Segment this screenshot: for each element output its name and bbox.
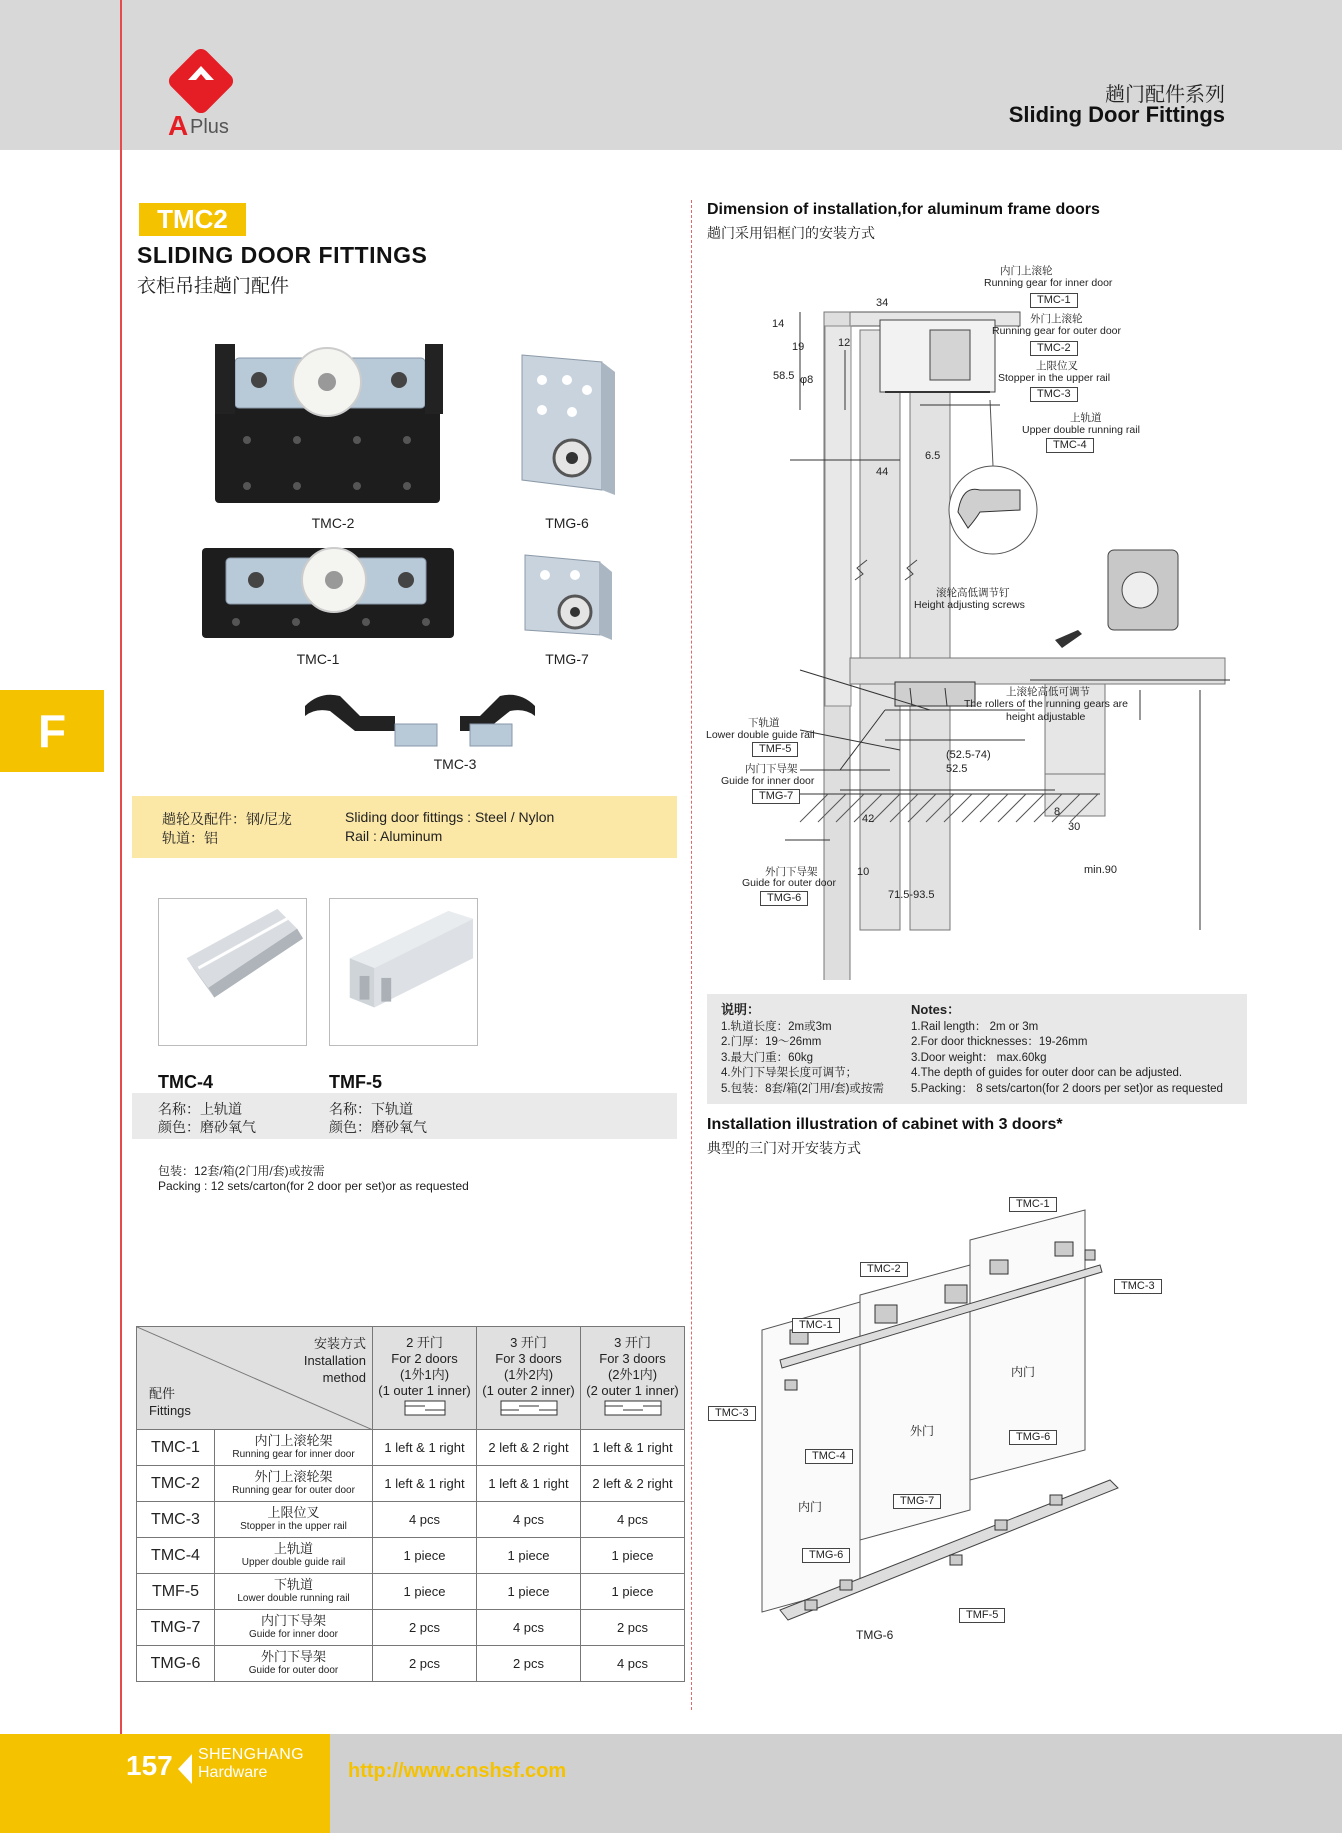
door-layout-icon	[603, 1399, 663, 1417]
dim-value: 58.5	[773, 370, 795, 382]
cabinet-label: TMG-6	[1009, 1430, 1057, 1445]
label-code: TMC-2	[1030, 341, 1078, 356]
dim-value: φ8	[800, 374, 814, 386]
row-desc	[215, 1430, 373, 1466]
brand-name: SHENGHANG	[198, 1746, 304, 1763]
rail-name: TMF-5	[329, 1072, 382, 1092]
row-value: 2 left & 2 right	[477, 1430, 581, 1466]
photo-tmg-6	[517, 350, 617, 500]
dim-value: 71.5-93.5	[888, 889, 935, 901]
cabinet-label: TMC-3	[1114, 1279, 1162, 1294]
label-en: Guide for outer door	[742, 877, 836, 889]
dimension-subtitle: 趟门采用铝框门的安装方式	[707, 225, 875, 241]
table-row	[137, 1538, 685, 1574]
column-sub-cn: (2外1内)	[607, 1367, 658, 1382]
row-value: 4 pcs	[477, 1502, 581, 1538]
row-en: Guide for inner door	[249, 1628, 338, 1640]
label-code: TMC-1	[1030, 293, 1078, 308]
photo-tmc-1	[196, 540, 461, 645]
corner-top-cn: 安装方式	[313, 1336, 366, 1351]
row-code: TMC-4	[137, 1538, 215, 1574]
row-value: 1 piece	[477, 1538, 581, 1574]
dim-value: min.90	[1084, 864, 1118, 876]
product-code-badge: TMC2	[139, 203, 246, 236]
section-tab: F	[0, 690, 104, 772]
row-code: TMF-5	[137, 1574, 215, 1610]
row-desc	[215, 1646, 373, 1682]
brand-sub: Hardware	[198, 1764, 268, 1781]
packing-cn: 包装：12套/箱(2门用/套)或按需	[158, 1164, 325, 1178]
category-en: Sliding Door Fittings	[1008, 102, 1225, 127]
label-cn: 内门上滚轮	[1000, 265, 1053, 277]
notes-box	[707, 994, 1247, 1104]
label-en: Upper double running rail	[1022, 424, 1140, 436]
cabinet-label: TMC-3	[708, 1406, 756, 1421]
column-cn: 3 开门	[510, 1335, 547, 1350]
row-code: TMG-6	[137, 1646, 215, 1682]
row-en: Running gear for inner door	[232, 1448, 355, 1460]
row-cn: 上轨道	[273, 1540, 313, 1556]
row-value: 1 piece	[581, 1538, 685, 1574]
row-code: TMC-1	[137, 1430, 215, 1466]
row-value: 1 left & 1 right	[373, 1466, 477, 1502]
label-cn: 上轨道	[1070, 412, 1102, 424]
corner-top-en: Installation	[303, 1353, 366, 1368]
dim-value: 19	[792, 341, 805, 353]
note-line: 2.For door thicknesses：19-26mm	[911, 1036, 1088, 1048]
corner-bottom-cn: 配件	[149, 1386, 176, 1401]
row-cn: 上限位叉	[267, 1504, 320, 1520]
table-row	[137, 1574, 685, 1610]
label-cn: 内门下导架	[745, 763, 798, 775]
table-row	[137, 1502, 685, 1538]
dim-value: 44	[876, 466, 889, 478]
note-line: 3.最大门重：60kg	[721, 1051, 814, 1064]
cabinet-subtitle: 典型的三门对开安装方式	[707, 1140, 861, 1156]
note-line: 4.外门下导架长度可调节；	[721, 1067, 858, 1079]
cabinet-label: TMC-4	[805, 1449, 853, 1464]
row-value: 1 left & 1 right	[477, 1466, 581, 1502]
logo-letter: A	[168, 110, 189, 141]
photo-label: TMG-7	[545, 651, 589, 667]
column-header	[581, 1327, 685, 1430]
photo-tmc-3	[300, 686, 540, 751]
packing-en: Packing : 12 sets/carton(for 2 door per set)or as requested	[158, 1179, 469, 1193]
dim-value: 52.5	[946, 763, 968, 775]
row-en: Guide for outer door	[248, 1664, 339, 1676]
door-layout-icon	[403, 1399, 447, 1417]
label-en: Stopper in the upper rail	[998, 372, 1111, 384]
door-layout-icon	[499, 1399, 559, 1417]
row-value: 4 pcs	[373, 1502, 477, 1538]
column-sub-en: (1 outer 2 inner)	[482, 1383, 575, 1398]
spec-cn-1: 趟轮及配件：钢/尼龙	[162, 811, 292, 827]
label-cn: 外门上滚轮	[1030, 313, 1083, 325]
row-en: Stopper in the upper rail	[240, 1520, 347, 1532]
row-cn: 内门上滚轮架	[254, 1432, 333, 1448]
row-en: Running gear for outer door	[232, 1484, 355, 1496]
label-cn: 滚轮高低调节钉	[936, 587, 1010, 599]
row-value: 2 pcs	[373, 1646, 477, 1682]
label-cn: 外门下导架	[765, 866, 818, 878]
row-value: 2 pcs	[581, 1610, 685, 1646]
column-en: For 3 doors	[599, 1351, 666, 1366]
label-code: TMG-7	[752, 789, 800, 804]
material-spec	[132, 796, 677, 858]
rail-info-line: 颜色：磨砂氧气	[329, 1119, 427, 1135]
dim-value: 12	[838, 337, 851, 349]
label-en: Running gear for outer door	[992, 325, 1121, 337]
notes-cn	[721, 1002, 884, 1097]
row-value: 4 pcs	[581, 1502, 685, 1538]
corner-top-en: method	[322, 1370, 366, 1385]
label-en: height adjustable	[1006, 711, 1086, 723]
row-value: 2 left & 2 right	[581, 1466, 685, 1502]
door-label: 外门	[910, 1424, 935, 1438]
row-cn: 外门下导架	[260, 1648, 326, 1664]
margin-line	[120, 0, 122, 1833]
cabinet-label: TMC-1	[1009, 1197, 1057, 1212]
label-en: Height adjusting screws	[914, 599, 1025, 611]
label-en: Guide for inner door	[721, 775, 815, 787]
cabinet-diagram	[700, 1180, 1260, 1660]
dim-value: 42	[862, 813, 875, 825]
row-value: 2 pcs	[477, 1646, 581, 1682]
photo-label: TMC-1	[296, 651, 340, 667]
note-line: 3.Door weight： max.60kg	[911, 1051, 1047, 1064]
label-en: Running gear for inner door	[984, 277, 1113, 289]
row-code: TMC-2	[137, 1466, 215, 1502]
row-desc	[215, 1610, 373, 1646]
spec-cn-2: 轨道：铝	[162, 830, 218, 846]
category-cn: 趟门配件系列	[1105, 84, 1225, 106]
dim-value: 30	[1068, 821, 1081, 833]
column-en: For 3 doors	[495, 1351, 562, 1366]
column-sub-en: (2 outer 1 inner)	[586, 1383, 679, 1398]
rail-name: TMC-4	[158, 1072, 213, 1092]
door-label: 内门	[798, 1500, 823, 1514]
dim-value: 6.5	[925, 450, 941, 462]
note-line: 4.The depth of guides for outer door can be adjusted.	[911, 1067, 1183, 1079]
dim-value: 34	[876, 297, 889, 309]
row-value: 4 pcs	[581, 1646, 685, 1682]
logo-sub: Plus	[190, 116, 229, 138]
cabinet-label: TMC-1	[792, 1318, 840, 1333]
table-row	[137, 1430, 685, 1466]
column-sub-cn: (1外2内)	[503, 1367, 554, 1382]
rail-image-tmf-5	[329, 898, 478, 1046]
row-code: TMG-7	[137, 1610, 215, 1646]
row-value: 4 pcs	[477, 1610, 581, 1646]
label-code: TMC-3	[1030, 387, 1078, 402]
website-link[interactable]: http://www.cnshsf.com	[348, 1760, 567, 1782]
notes-cn-title: 说明：	[721, 1002, 761, 1017]
row-desc	[215, 1502, 373, 1538]
note-line: 2.门厚：19～26mm	[721, 1036, 822, 1048]
corner-bottom-en: Fittings	[149, 1403, 191, 1418]
photo-tmg-7	[520, 550, 616, 642]
rail-image-tmc-4	[158, 898, 307, 1046]
cabinet-label: TMG-7	[893, 1494, 941, 1509]
row-en: Upper double guide rail	[241, 1556, 346, 1568]
cabinet-label: TMG-6	[802, 1548, 850, 1563]
table-corner	[137, 1327, 373, 1430]
column-sub-en: (1 outer 1 inner)	[378, 1383, 471, 1398]
cabinet-label: TMG-6	[856, 1628, 894, 1642]
label-cn: 上限位叉	[1036, 360, 1078, 372]
table-row	[137, 1610, 685, 1646]
label-code: TMG-6	[760, 891, 808, 906]
row-value: 1 left & 1 right	[581, 1430, 685, 1466]
column-cn: 2 开门	[406, 1335, 443, 1350]
photo-label: TMG-6	[545, 515, 589, 531]
column-header	[477, 1327, 581, 1430]
dim-value: 14	[772, 318, 785, 330]
fittings-table	[136, 1326, 685, 1682]
dim-value: 8	[1054, 806, 1061, 818]
row-cn: 下轨道	[273, 1576, 313, 1592]
photo-label: TMC-3	[433, 756, 477, 772]
label-code: TMF-5	[752, 742, 798, 757]
column-header	[373, 1327, 477, 1430]
row-cn: 内门下导架	[260, 1612, 326, 1628]
note-line: 5.包装：8套/箱(2门用/套)或按需	[721, 1082, 884, 1095]
row-desc	[215, 1538, 373, 1574]
dimension-title: Dimension of installation,for aluminum frame doors	[707, 201, 1100, 218]
notes-en-title: Notes：	[911, 1002, 961, 1017]
row-value: 1 left & 1 right	[373, 1430, 477, 1466]
row-code: TMC-3	[137, 1502, 215, 1538]
notes-en	[911, 1002, 1223, 1097]
row-en: Lower double running rail	[237, 1592, 350, 1604]
row-desc	[215, 1466, 373, 1502]
spec-en-2: Rail : Aluminum	[345, 828, 443, 844]
note-line: 5.Packing： 8 sets/carton(for 2 doors per set)or as requested	[911, 1082, 1223, 1095]
table-row	[137, 1646, 685, 1682]
dim-value: 10	[857, 866, 870, 878]
row-value: 1 piece	[373, 1574, 477, 1610]
column-sub-cn: (1外1内)	[399, 1367, 450, 1382]
rail-info-line: 名称：上轨道	[158, 1101, 242, 1117]
dim-value: (52.5-74)	[946, 749, 991, 761]
rail-info	[329, 1100, 427, 1136]
rail-info	[158, 1100, 256, 1136]
label-cn: 下轨道	[748, 717, 780, 729]
label-cn: 上滚轮高低可调节	[1006, 686, 1090, 698]
column-divider	[691, 200, 692, 1710]
packing-note	[158, 1164, 469, 1194]
note-line: 1.轨道长度：2m或3m	[721, 1020, 832, 1033]
label-en: Lower double guide rail	[706, 729, 815, 741]
column-cn: 3 开门	[614, 1335, 651, 1350]
photo-tmc-2	[207, 338, 452, 508]
door-label: 内门	[1011, 1365, 1036, 1379]
product-title-en: SLIDING DOOR FITTINGS	[137, 242, 428, 268]
row-cn: 外门上滚轮架	[254, 1468, 333, 1484]
photo-label: TMC-2	[311, 515, 355, 531]
rail-info-line: 颜色：磨砂氧气	[158, 1119, 256, 1135]
column-en: For 2 doors	[391, 1351, 458, 1366]
product-title-cn: 衣柜吊挂趟门配件	[137, 276, 290, 297]
label-code: TMC-4	[1046, 438, 1094, 453]
label-en: The rollers of the running gears are	[964, 698, 1129, 710]
row-value: 1 piece	[581, 1574, 685, 1610]
cabinet-label: TMC-2	[860, 1262, 908, 1277]
cabinet-title: Installation illustration of cabinet with 3 doors*	[707, 1116, 1063, 1133]
row-value: 1 piece	[373, 1538, 477, 1574]
cabinet-label: TMF-5	[959, 1608, 1005, 1623]
page-number: 157	[126, 1750, 173, 1781]
row-value: 1 piece	[477, 1574, 581, 1610]
row-desc	[215, 1574, 373, 1610]
row-value: 2 pcs	[373, 1610, 477, 1646]
table-row	[137, 1466, 685, 1502]
spec-en-1: Sliding door fittings : Steel / Nylon	[345, 809, 555, 825]
note-line: 1.Rail length： 2m or 3m	[911, 1020, 1039, 1033]
page-arrow-icon	[174, 1752, 194, 1786]
rail-info-line: 名称：下轨道	[329, 1101, 413, 1117]
